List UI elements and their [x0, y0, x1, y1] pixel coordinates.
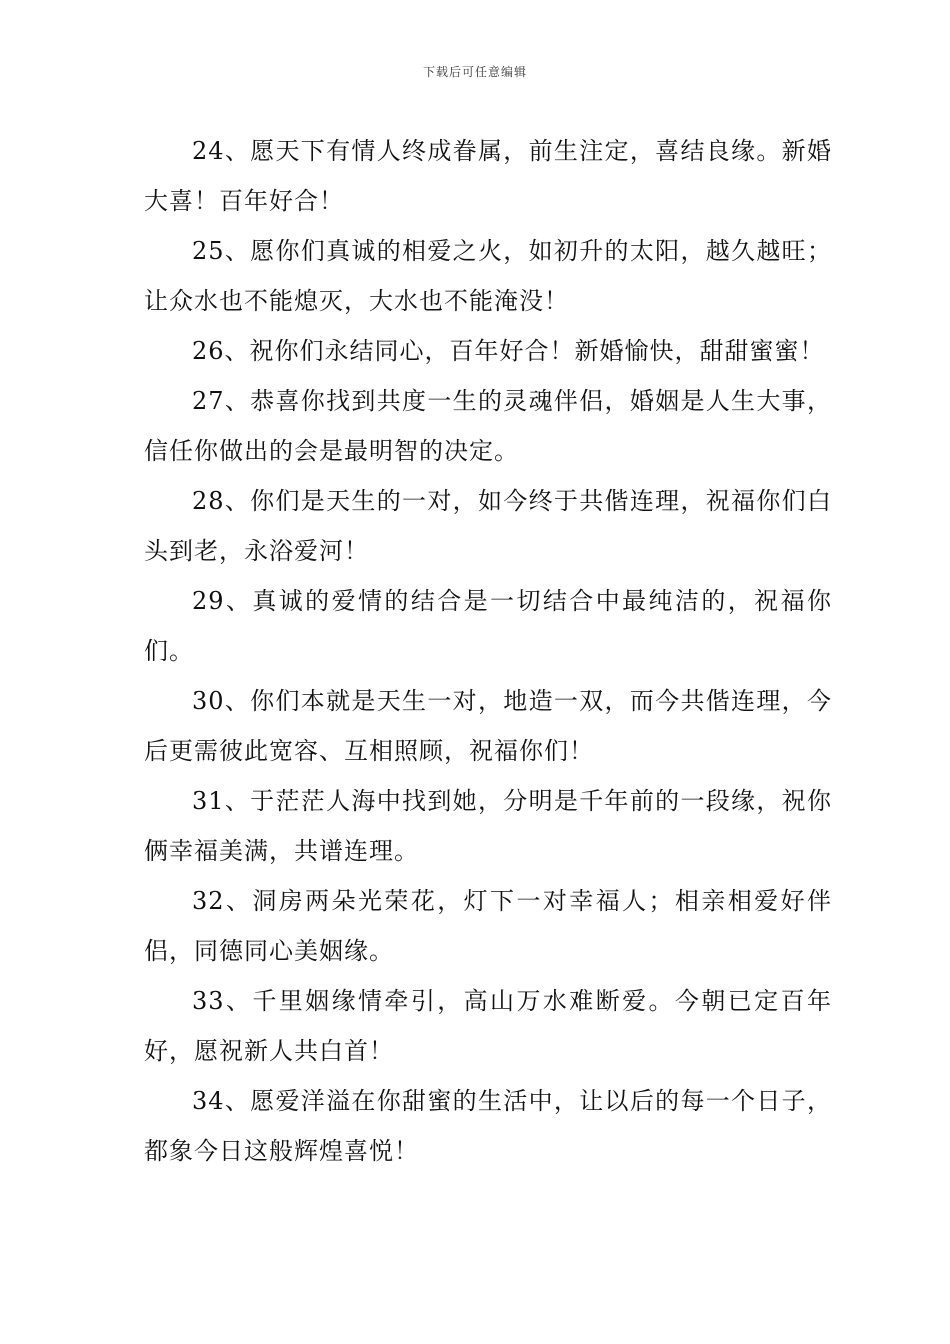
- paragraph-31: 31、于茫茫人海中找到她，分明是千年前的一段缘，祝你俩幸福美满，共谱连理。: [144, 787, 832, 865]
- document-body: [144, 126, 832, 1176]
- paragraph-28: 28、你们是天生的一对，如今终于共偕连理，祝福你们白头到老，永浴爱河！: [144, 487, 832, 565]
- paragraph-25: 25、愿你们真诚的相爱之火，如初升的太阳，越久越旺；让众水也不能熄灭，大水也不能淹没！: [144, 237, 832, 315]
- paragraph-24: 24、愿天下有情人终成眷属，前生注定，喜结良缘。新婚大喜！百年好合！: [144, 137, 832, 215]
- paragraph-30: 30、你们本就是天生一对，地造一双，而今共偕连理，今后更需彼此宽容、互相照顾，祝福你们！: [144, 687, 832, 765]
- paragraph-27: 27、恭喜你找到共度一生的灵魂伴侣，婚姻是人生大事，信任你做出的会是最明智的决定。: [144, 387, 832, 465]
- paragraph-32: 32、洞房两朵光荣花，灯下一对幸福人；相亲相爱好伴侣，同德同心美姻缘。: [144, 887, 832, 965]
- paragraph-29: 29、真诚的爱情的结合是一切结合中最纯洁的，祝福你们。: [144, 587, 832, 665]
- paragraph-34: 34、愿爱洋溢在你甜蜜的生活中，让以后的每一个日子，都象今日这般辉煌喜悦！: [144, 1087, 832, 1165]
- paragraph-33: 33、千里姻缘情牵引，高山万水难断爱。今朝已定百年好，愿祝新人共白首！: [144, 987, 832, 1065]
- page-header: 下载后可任意编辑: [422, 65, 527, 79]
- paragraph-26: 26、祝你们永结同心，百年好合！新婚愉快，甜甜蜜蜜！: [192, 337, 825, 365]
